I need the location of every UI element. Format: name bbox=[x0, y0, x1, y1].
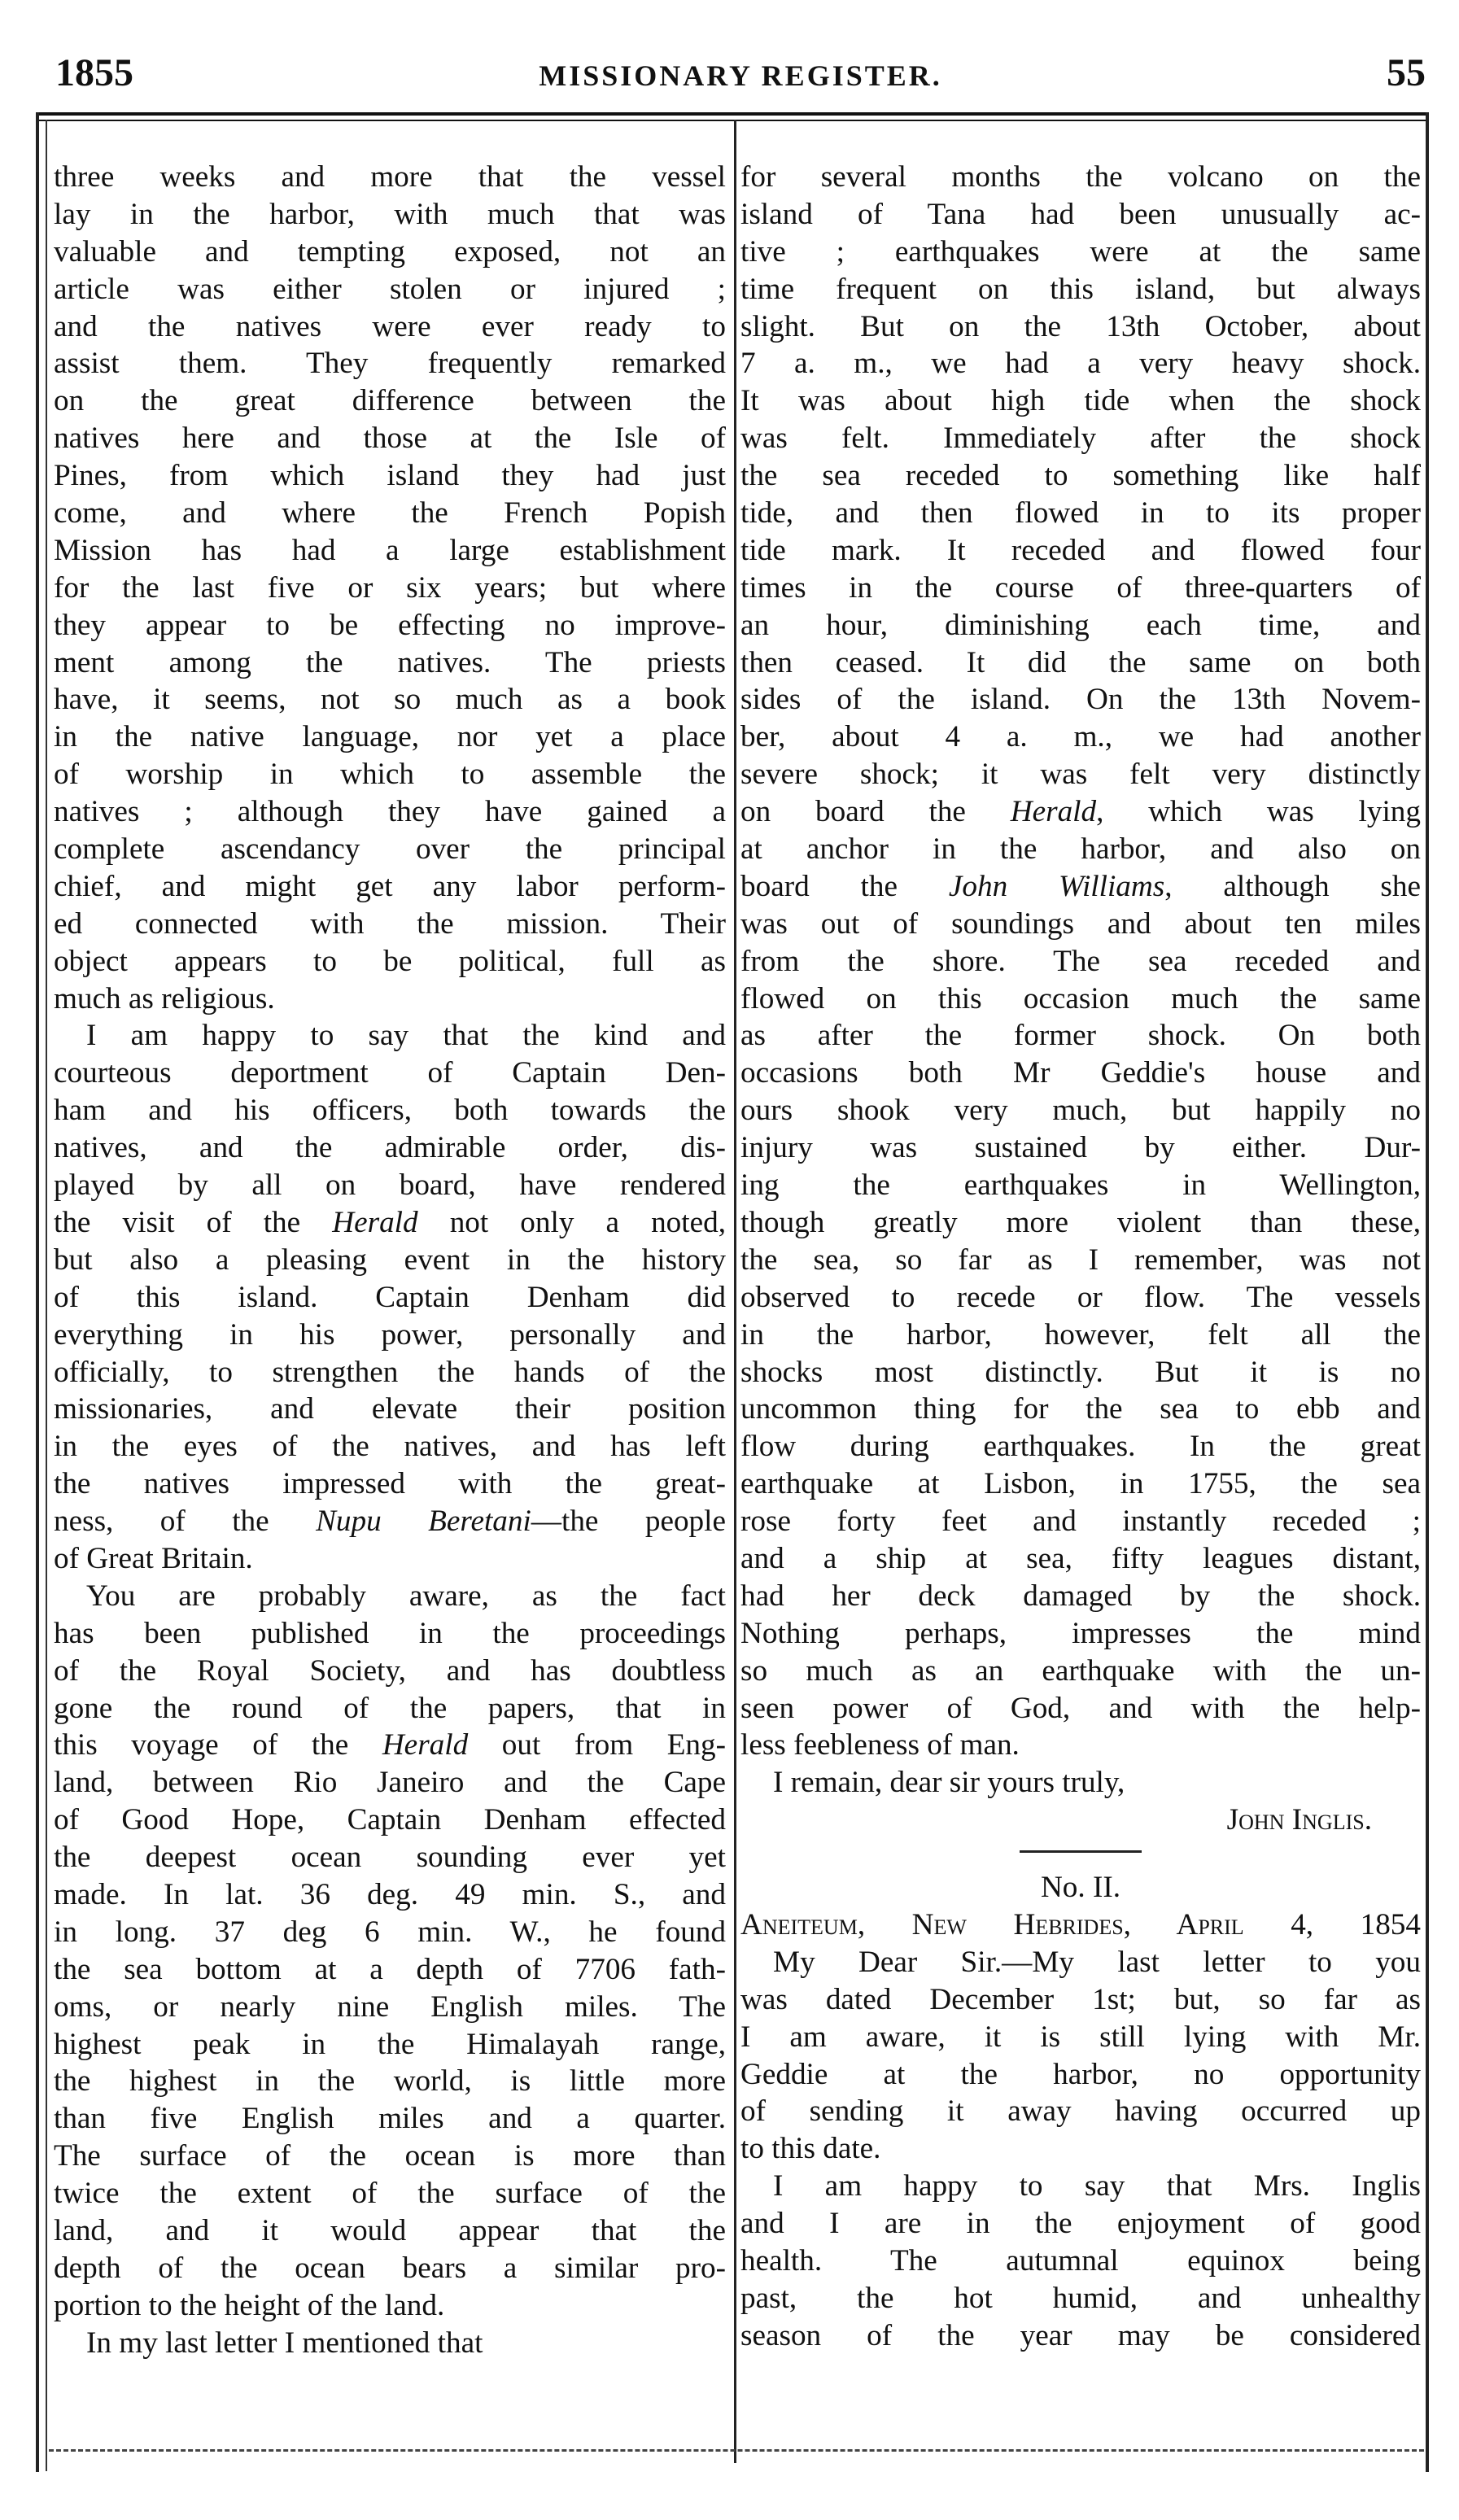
text-line: was felt. Immediately after the shock bbox=[740, 421, 1421, 456]
text-line: and I are in the enjoyment of good bbox=[740, 2207, 1421, 2241]
text-line: played by all on board, have rendered bbox=[54, 1168, 726, 1203]
text-line: for the last five or six years; but where bbox=[54, 570, 726, 605]
text-line: flow during earthquakes. In the great bbox=[740, 1430, 1421, 1464]
text-line: much as religious. bbox=[54, 981, 275, 1015]
text-line: natives here and those at the Isle of bbox=[54, 421, 726, 456]
text-line: the natives impressed with the great- bbox=[54, 1467, 726, 1501]
right-border-rule bbox=[1426, 112, 1429, 2472]
text-line: sides of the island. On the 13th Novem- bbox=[740, 683, 1421, 717]
text-line: occasions both Mr Geddie's house and bbox=[740, 1056, 1421, 1090]
text-line: severe shock; it was felt very distinctly bbox=[740, 758, 1421, 792]
text-line: tide, and then flowed in to its proper bbox=[740, 496, 1421, 531]
text-line: but also a pleasing event in the history bbox=[54, 1243, 726, 1277]
text-line: land, and it would appear that the bbox=[54, 2213, 726, 2247]
text-line: I am happy to say that Mrs. Inglis bbox=[773, 2169, 1421, 2203]
text-line: uncommon thing for the sea to ebb and bbox=[740, 1392, 1421, 1426]
text-line: in long. 37 deg 6 min. W., he found bbox=[54, 1915, 726, 1949]
text-line: assist them. They frequently remarked bbox=[54, 347, 726, 381]
text-line: had her deck damaged by the shock. bbox=[740, 1579, 1421, 1613]
text-line: Aneiteum, New Hebrides, April 4, 1854 bbox=[740, 1907, 1421, 1941]
text-line: John Inglis. bbox=[1226, 1803, 1372, 1837]
text-line: of Good Hope, Captain Denham effected bbox=[54, 1803, 726, 1837]
text-line: flowed on this occasion much the same bbox=[740, 981, 1421, 1015]
text-line: an hour, diminishing each time, and bbox=[740, 608, 1421, 642]
text-line: from the shore. The sea receded and bbox=[740, 944, 1421, 978]
text-line: for several months the volcano on the bbox=[740, 160, 1421, 194]
text-line: tide mark. It receded and flowed four bbox=[740, 533, 1421, 567]
text-line: come, and where the French Popish bbox=[54, 496, 726, 531]
text-line: seen power of God, and with the help- bbox=[740, 1691, 1421, 1725]
bottom-rule bbox=[49, 2449, 1424, 2452]
text-line: so much as an earthquake with the un- bbox=[740, 1653, 1421, 1688]
text-line: tive ; earthquakes were at the same bbox=[740, 234, 1421, 269]
text-line: at anchor in the harbor, and also on bbox=[740, 832, 1421, 867]
text-line: three weeks and more that the vessel bbox=[54, 160, 726, 194]
text-line: chief, and might get any labor perform- bbox=[54, 869, 726, 903]
text-line: courteous deportment of Captain Den- bbox=[54, 1056, 726, 1090]
left-border-rule bbox=[36, 112, 39, 2472]
text-line: of this island. Captain Denham did bbox=[54, 1280, 726, 1314]
text-line: object appears to be political, full as bbox=[54, 944, 726, 978]
text-line: ed connected with the mission. Their bbox=[54, 906, 726, 941]
text-line: on the great difference between the bbox=[54, 384, 726, 418]
text-line: everything in his power, personally and bbox=[54, 1317, 726, 1352]
header-page-number: 55 bbox=[1387, 51, 1426, 94]
text-line: times in the course of three-quarters of bbox=[740, 570, 1421, 605]
text-line: valuable and tempting exposed, not an bbox=[54, 234, 726, 269]
text-line: lay in the harbor, with much that was bbox=[54, 197, 726, 231]
text-line: land, between Rio Janeiro and the Cape bbox=[54, 1766, 726, 1800]
text-line: Geddie at the harbor, no opportunity bbox=[740, 2057, 1421, 2091]
section-divider bbox=[1020, 1850, 1142, 1853]
text-line: of worship in which to assemble the bbox=[54, 758, 726, 792]
text-line: It was about high tide when the shock bbox=[740, 384, 1421, 418]
text-line: 7 a. m., we had a very heavy shock. bbox=[740, 347, 1421, 381]
text-line: In my last letter I mentioned that bbox=[86, 2326, 483, 2360]
text-line: officially, to strengthen the hands of the bbox=[54, 1355, 726, 1389]
header-year: 1855 bbox=[55, 51, 133, 94]
text-line: board the John Williams, although she bbox=[740, 869, 1421, 903]
text-line: twice the extent of the surface of the bbox=[54, 2177, 726, 2211]
text-line: The surface of the ocean is more than bbox=[54, 2139, 726, 2173]
text-line: the sea, so far as I remember, was not bbox=[740, 1243, 1421, 1277]
text-line: natives, and the admirable order, dis- bbox=[54, 1131, 726, 1165]
text-line: in the harbor, however, felt all the bbox=[740, 1317, 1421, 1352]
text-line: the deepest ocean sounding ever yet bbox=[54, 1841, 726, 1875]
text-line: I remain, dear sir yours truly, bbox=[773, 1766, 1125, 1800]
text-line: ment among the natives. The priests bbox=[54, 645, 726, 679]
text-line: have, it seems, not so much as a book bbox=[54, 683, 726, 717]
text-line: observed to recede or flow. The vessels bbox=[740, 1280, 1421, 1314]
text-line: season of the year may be considered bbox=[740, 2318, 1421, 2352]
text-line: Pines, from which island they had just bbox=[54, 459, 726, 493]
page-header bbox=[49, 47, 1432, 107]
text-line: ness, of the Nupu Beretani—the people bbox=[54, 1505, 726, 1539]
text-line: Mission has had a large establishment bbox=[54, 533, 726, 567]
text-line: highest peak in the Himalayah range, bbox=[54, 2027, 726, 2061]
text-line: earthquake at Lisbon, in 1755, the sea bbox=[740, 1467, 1421, 1501]
text-line: made. In lat. 36 deg. 49 min. S., and bbox=[54, 1877, 726, 1911]
text-line: injury was sustained by either. Dur- bbox=[740, 1131, 1421, 1165]
text-line: in the eyes of the natives, and has left bbox=[54, 1430, 726, 1464]
text-line: of sending it away having occurred up bbox=[740, 2094, 1421, 2129]
text-line: was out of soundings and about ten miles bbox=[740, 906, 1421, 941]
header-title: MISSIONARY REGISTER. bbox=[539, 59, 942, 92]
text-line: this voyage of the Herald out from Eng- bbox=[54, 1728, 726, 1762]
text-line: was dated December 1st; but, so far as bbox=[740, 1982, 1421, 2016]
left-column bbox=[54, 159, 726, 2362]
text-line: the sea bottom at a depth of 7706 fath- bbox=[54, 1952, 726, 1986]
text-line: health. The autumnal equinox being bbox=[740, 2243, 1421, 2278]
right-column bbox=[740, 159, 1421, 2355]
text-line: of the Royal Society, and has doubtless bbox=[54, 1653, 726, 1688]
text-line: ours shook very much, but happily no bbox=[740, 1094, 1421, 1128]
column-separator bbox=[734, 120, 736, 2463]
left-border-rule-inner bbox=[46, 120, 47, 2471]
text-line: gone the round of the papers, that in bbox=[54, 1691, 726, 1725]
text-line: in the native language, nor yet a place bbox=[54, 720, 726, 754]
text-line: natives ; although they have gained a bbox=[54, 795, 726, 829]
text-line: You are probably aware, as the fact bbox=[86, 1579, 726, 1613]
text-line: the highest in the world, is little more bbox=[54, 2064, 726, 2099]
text-line: less feebleness of man. bbox=[740, 1728, 1020, 1762]
text-line: and a ship at sea, fifty leagues distant, bbox=[740, 1541, 1421, 1575]
text-line: ing the earthquakes in Wellington, bbox=[740, 1168, 1421, 1203]
text-line: island of Tana had been unusually ac- bbox=[740, 197, 1421, 231]
text-line: and the natives were ever ready to bbox=[54, 309, 726, 343]
text-line: Nothing perhaps, impresses the mind bbox=[740, 1616, 1421, 1650]
text-line: though greatly more violent than these, bbox=[740, 1205, 1421, 1239]
text-line: then ceased. It did the same on both bbox=[740, 645, 1421, 679]
text-line: has been published in the proceedings bbox=[54, 1616, 726, 1650]
text-line: article was either stolen or injured ; bbox=[54, 272, 726, 306]
header-rule bbox=[36, 112, 1429, 116]
text-line: No. II. bbox=[1040, 1871, 1121, 1905]
text-line: I am aware, it is still lying with Mr. bbox=[740, 2020, 1421, 2054]
text-line: time frequent on this island, but always bbox=[740, 272, 1421, 306]
text-line: ber, about 4 a. m., we had another bbox=[740, 720, 1421, 754]
text-line: of Great Britain. bbox=[54, 1541, 253, 1575]
text-line: complete ascendancy over the principal bbox=[54, 832, 726, 867]
text-line: on board the Herald, which was lying bbox=[740, 795, 1421, 829]
text-line: oms, or nearly nine English miles. The bbox=[54, 1989, 726, 2024]
text-line: I am happy to say that the kind and bbox=[86, 1019, 726, 1053]
text-line: the sea receded to something like half bbox=[740, 459, 1421, 493]
text-line: shocks most distinctly. But it is no bbox=[740, 1355, 1421, 1389]
text-line: as after the former shock. On both bbox=[740, 1019, 1421, 1053]
text-line: depth of the ocean bears a similar pro- bbox=[54, 2251, 726, 2285]
text-line: to this date. bbox=[740, 2132, 881, 2166]
text-line: rose forty feet and instantly receded ; bbox=[740, 1505, 1421, 1539]
text-line: portion to the height of the land. bbox=[54, 2288, 445, 2322]
text-line: they appear to be effecting no improve- bbox=[54, 608, 726, 642]
header-rule-inner bbox=[36, 120, 1429, 121]
text-line: past, the hot humid, and unhealthy bbox=[740, 2281, 1421, 2315]
text-line: ham and his officers, both towards the bbox=[54, 1094, 726, 1128]
text-line: missionaries, and elevate their position bbox=[54, 1392, 726, 1426]
text-line: the visit of the Herald not only a noted, bbox=[54, 1205, 726, 1239]
text-line: My Dear Sir.—My last letter to you bbox=[773, 1945, 1421, 1979]
text-line: than five English miles and a quarter. bbox=[54, 2102, 726, 2136]
text-line: slight. But on the 13th October, about bbox=[740, 309, 1421, 343]
